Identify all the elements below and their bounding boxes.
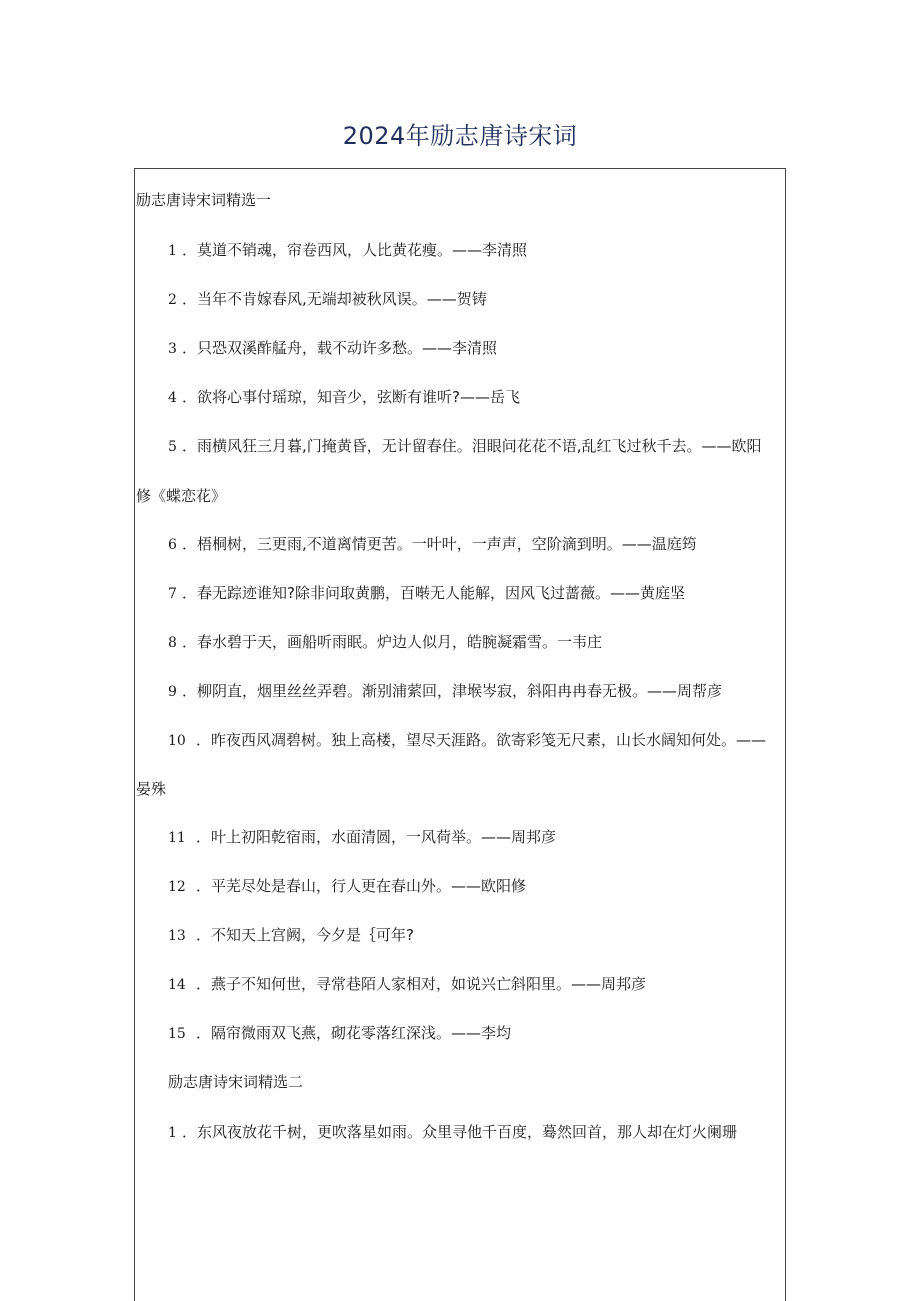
document-title: 2024年励志唐诗宋词 — [342, 122, 578, 150]
item-text: ．昨夜西风凋碧树。独上高楼，望尽天涯路。欲寄彩笺无尺素，山长水阔知何处。—— — [196, 731, 767, 749]
item-text: ．平芜尽处是春山，行人更在春山外。——欧阳修 — [196, 877, 527, 895]
section-heading-1: 励志唐诗宋词精选一 — [136, 191, 272, 209]
item-text: ．叶上初阳乾宿雨，水面清圆，一风荷举。——周邦彦 — [196, 828, 557, 846]
item-number: 5 — [168, 439, 177, 455]
list-item-continuation: 晏殊 — [136, 780, 167, 798]
list-item — [168, 632, 602, 653]
item-number: 1 — [168, 1125, 177, 1141]
item-text: ．东风夜放花千树，更吹落星如雨。众里寻他千百度，蓦然回首，那人却在灯火阑珊 — [182, 1123, 738, 1141]
list-item — [168, 1122, 737, 1143]
item-text: ．只恐双溪酢艋舟，载不动许多愁。——李清照 — [182, 339, 498, 357]
item-number: 11 — [168, 830, 186, 846]
item-text: ．春水碧于天，画船听雨眠。炉边人似月，皓腕凝霜雪。一韦庄 — [182, 633, 603, 651]
item-number: 10 — [168, 733, 186, 749]
section-heading-2: 励志唐诗宋词精选二 — [168, 1073, 304, 1091]
item-number: 9 — [168, 684, 177, 700]
item-text: ．柳阴直，烟里丝丝弄碧。渐别浦萦回，津堠岑寂，斜阳冉冉春无极。——周帮彦 — [182, 682, 723, 700]
list-item — [168, 827, 556, 848]
item-number: 14 — [168, 977, 186, 993]
list-item-continuation: 修《蝶恋花》 — [136, 487, 227, 505]
list-item — [168, 338, 497, 359]
item-number: 1 — [168, 243, 177, 259]
item-number: 8 — [168, 635, 177, 651]
item-text: ．当年不肯嫁春风,无端却被秋风误。——贺铸 — [182, 290, 487, 308]
list-item — [168, 436, 762, 457]
item-text: ．不知天上宫阙，今夕是｛可年? — [196, 926, 414, 944]
item-number: 12 — [168, 879, 186, 895]
list-item — [168, 534, 697, 555]
list-item — [168, 876, 526, 897]
list-item — [168, 1023, 511, 1044]
item-text: ．雨横风狂三月暮,门掩黄昏，无计留春住。泪眼问花花不语,乱红飞过秋千去。——欧阳 — [182, 437, 762, 455]
item-number: 6 — [168, 537, 177, 553]
item-text: ．春无踪迹谁知?除非问取黄鹏，百啭无人能解，因风飞过蔷薇。——黄庭坚 — [182, 584, 685, 602]
list-item — [168, 681, 722, 702]
item-number: 15 — [168, 1026, 186, 1042]
item-number: 2 — [168, 292, 177, 308]
list-item — [168, 974, 646, 995]
item-text: ．莫道不销魂，帘卷西风，人比黄花瘦。——李清照 — [182, 241, 528, 259]
list-item — [168, 583, 685, 604]
item-text: ．梧桐树，三更雨,不道离情更苦。一叶叶，一声声，空阶滴到明。——温庭筠 — [182, 535, 697, 553]
list-item — [168, 730, 766, 751]
item-text: ．欲将心事付瑶琼，知音少，弦断有谁听?——岳飞 — [182, 388, 520, 406]
list-item — [168, 289, 487, 310]
item-text: ．燕子不知何世，寻常巷陌人家相对，如说兴亡斜阳里。——周邦彦 — [196, 975, 647, 993]
item-text: ．隔帘微雨双飞燕，砌花零落红深浅。——李均 — [196, 1024, 512, 1042]
item-number: 4 — [168, 390, 177, 406]
item-number: 13 — [168, 928, 186, 944]
item-number: 3 — [168, 341, 177, 357]
list-item — [168, 925, 414, 946]
list-item — [168, 387, 520, 408]
item-number: 7 — [168, 586, 177, 602]
list-item — [168, 240, 527, 261]
